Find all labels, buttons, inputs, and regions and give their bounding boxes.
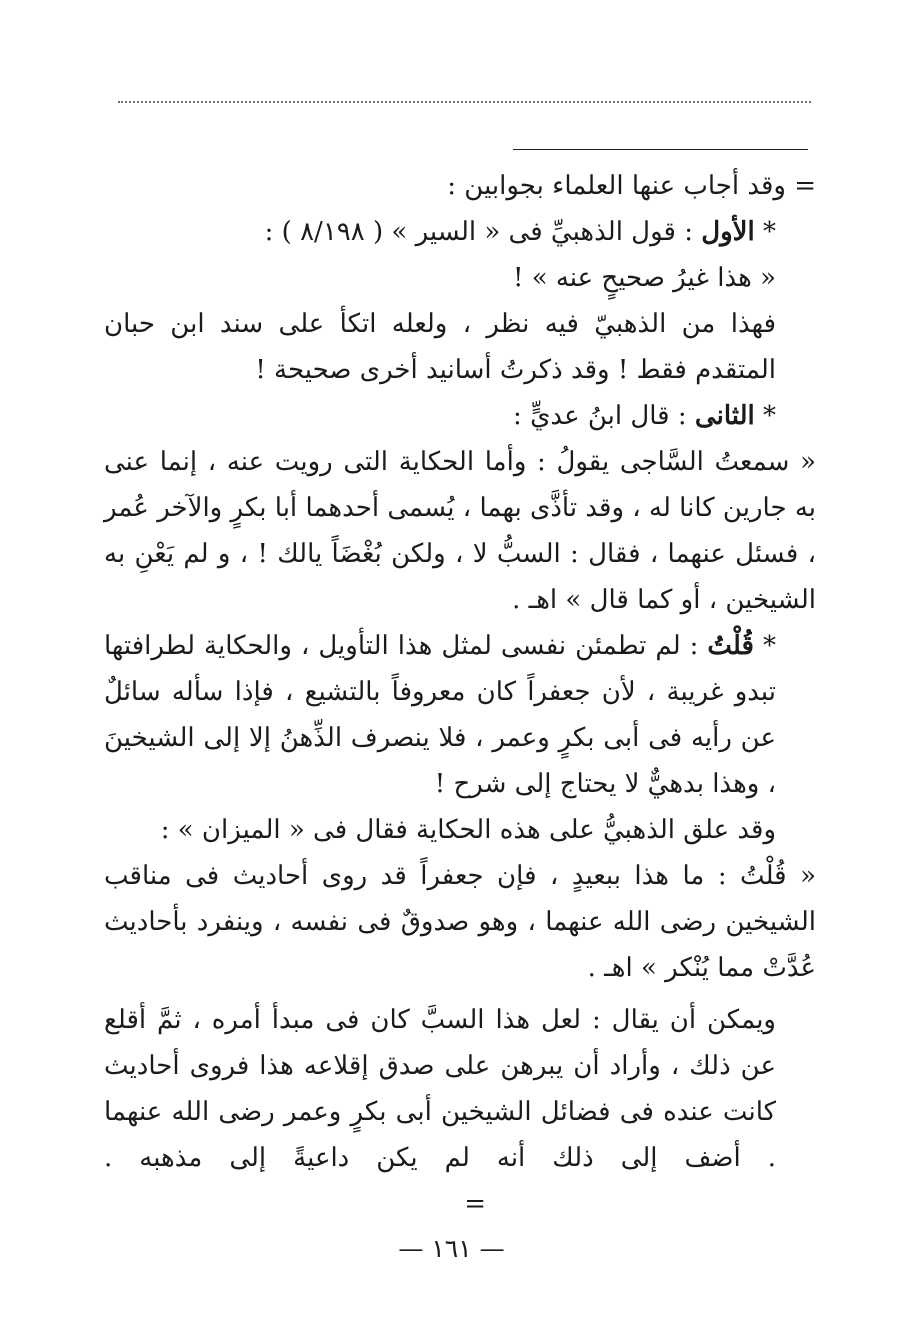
first-answer-heading — [104, 209, 816, 255]
author-comment-text: : لم تطمئن نفسى لمثل هذا التأويل ، والحكاية لطرافتها تبدو غريبة ، لأن جعفراً كان معروفاً بالتشيع ، فإذا سأله سائلٌ عن رأيه فى أبى بكرٍ وعمر ، فلا ينصرف الذِّهنُ إلا إلى الشيخينَ ، وهذا بدهيٌّ لا يحتاج إلى شرح ! — [104, 631, 776, 799]
page-number: — ١٦١ — — [398, 1234, 505, 1263]
paragraph-5-text: ويمكن أن يقال : لعل هذا السبَّ كان فى مبدأ أمره ، ثمَّ أقلع عن ذلك ، وأراد أن يبرهن على صدق إقلاعه هذا فروى أحاديث كانت عنده فى فضائل الشيخين أبى بكرٍ وعمر رضى الله عنهما . أضف إلى ذلك أنه لم يكن داعيةً إلى مذهبه . — [104, 1005, 776, 1173]
footnote-text-block — [104, 163, 816, 1227]
first-answer-text: : قول الذهبيِّ فى « السير » ( ٨/١٩٨ ) : — [264, 217, 693, 247]
second-answer-heading — [104, 393, 816, 439]
asterisk-marker: * — [754, 217, 776, 247]
first-answer-quote: « هذا غيرُ صحيحٍ عنه » ! — [512, 263, 776, 293]
footnote-line-1: = وقد أجاب عنها العلماء بجوابين : — [447, 171, 816, 201]
paragraph-1: فهذا من الذهبيّ فيه نظر ، ولعله اتكأ على سند ابن حبان المتقدم فقط ! وقد ذكرتُ أسانيد أخرى صحيحة ! — [104, 309, 776, 385]
second-answer-text: : قال ابنُ عديٍّ : — [513, 401, 687, 431]
author-comment — [104, 623, 816, 807]
first-answer-label: الأول — [701, 217, 755, 247]
dhahabi-quote: « قُلْتُ : ما هذا ببعيدٍ ، فإن جعفراً قد روى أحاديث فى مناقب الشيخين رضى الله عنهما ، وهو صدوقٌ فى نفسه ، وينفرد بأحاديث عُدَّتْ مما يُنْكر » اهـ . — [104, 861, 816, 983]
paragraph-5 — [104, 997, 816, 1227]
second-answer-label: الثانى — [694, 401, 755, 431]
continuation-mark: = — [464, 1189, 486, 1219]
asterisk-marker: * — [753, 631, 776, 661]
author-comment-label: قُلْتُ — [707, 631, 754, 661]
dotted-separator — [118, 101, 811, 103]
sajee-quote: « سمعتُ السَّاجى يقولُ : وأما الحكاية التى رويت عنه ، إنما عنى به جارين كانا له ، وقد تأذَّى بهما ، يُسمى أحدهما أبا بكرٍ والآخر عُمر ، فسئل عنهما ، فقال : السبُّ لا ، ولكن بُغْضَاً يالك ! ، و لم يَعْنِ به الشيخين ، أو كما قال » اهـ . — [104, 447, 816, 615]
paragraph-4: وقد علق الذهبيُّ على هذه الحكاية فقال فى « الميزان » : — [160, 815, 776, 845]
footnote-separator-line — [513, 149, 808, 150]
asterisk-marker: * — [754, 401, 776, 431]
